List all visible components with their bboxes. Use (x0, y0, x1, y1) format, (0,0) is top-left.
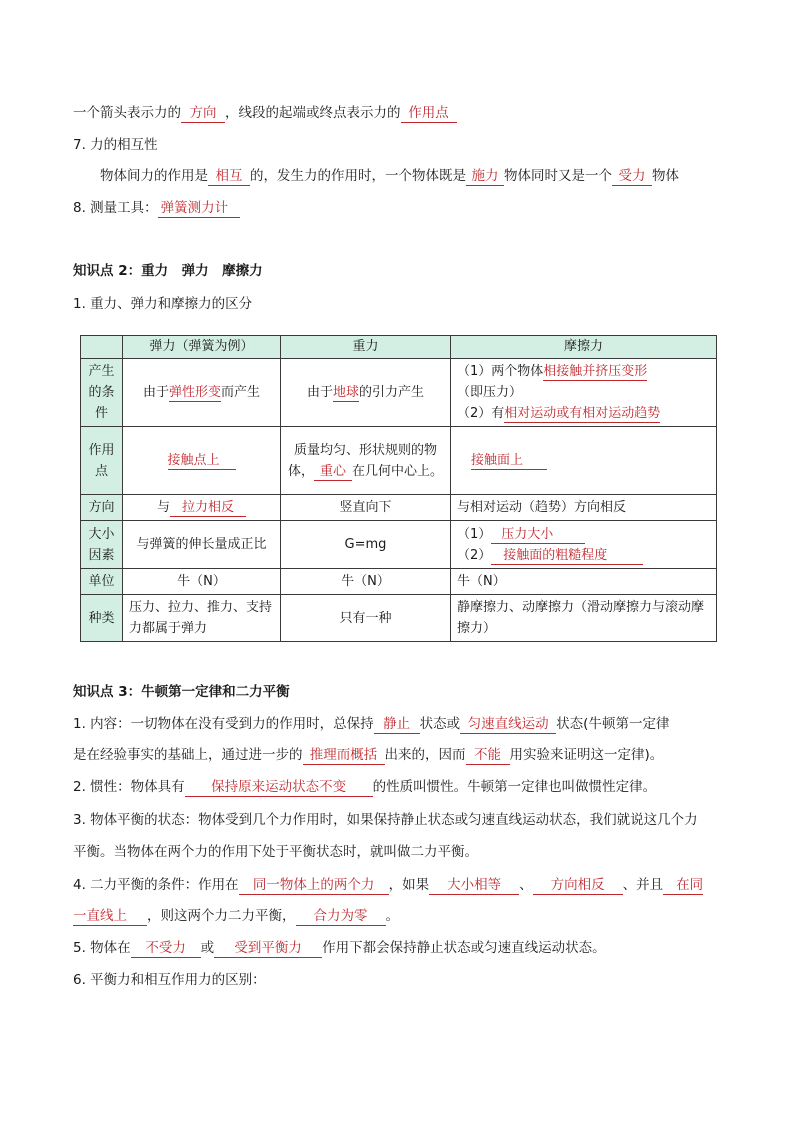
cell (123, 495, 281, 521)
section3-item1-line1 (73, 714, 722, 734)
answer-inertia: 保持原来运动状态不变 (185, 779, 373, 797)
text: 1. 内容：一切物体在没有受到力的作用时，总保持 (73, 716, 374, 732)
answer-no-force: 不受力 (131, 940, 201, 958)
text: （即压力） (457, 385, 523, 400)
item7-text (100, 166, 722, 186)
cell: 牛（N） (281, 569, 451, 595)
answer-opposite-direction: 方向相反 (533, 877, 623, 895)
answer-at-rest: 静止 (374, 716, 420, 734)
answer-opposite-pull: 拉力相反 (170, 499, 246, 517)
text: 状态或 (419, 716, 461, 732)
cell (123, 427, 281, 495)
text: 在几何中心上。 (352, 463, 444, 479)
text: （1） (457, 526, 492, 542)
section3-heading: 知识点 3：牛顿第一定律和二力平衡 (73, 684, 290, 700)
text: 2. 惯性：物体具有 (73, 779, 185, 795)
arrow-direction-line (73, 103, 722, 123)
text: 而产生 (221, 385, 261, 400)
cell: 压力、拉力、推力、支持力都属于弹力 (123, 595, 281, 642)
cell (281, 359, 451, 427)
cell: 竖直向下 (281, 495, 451, 521)
text: 是在经验事实的基础上，通过进一步的 (73, 747, 303, 763)
section3-item5 (73, 938, 722, 958)
cell: 与相对运动（趋势）方向相反 (451, 495, 717, 521)
section2-item1: 1. 重力、弹力和摩擦力的区分 (73, 296, 253, 312)
text: 4. 二力平衡的条件：作用在 (73, 877, 239, 893)
text: 物体间力的作用是 (100, 168, 208, 184)
text: 状态(牛顿第一定律 (556, 716, 670, 732)
answer-applying: 施力 (466, 168, 504, 186)
item7-title: 7. 力的相互性 (73, 137, 158, 153)
section3-item3-line1: 3. 物体平衡的状态：物体受到几个力作用时，如果保持静止状态或匀速直线运动状态，我们就说这几个力 (73, 812, 698, 828)
text: 、并且 (622, 877, 664, 893)
answer-contact-point: 接触点上 (168, 452, 236, 470)
answer-contact-surface: 接触面上 (471, 452, 547, 470)
text: 或 (200, 940, 215, 956)
section3-item3-line2: 平衡。当物体在两个力的作用下处于平衡状态时，就叫做二力平衡。 (73, 844, 478, 860)
text: 的引力产生 (359, 385, 425, 400)
cell: 牛（N） (451, 569, 717, 595)
row-label (81, 427, 123, 495)
text: 用实验来证明这一定律)。 (509, 747, 664, 763)
table-row (81, 521, 717, 569)
answer-reasoning: 推理而概括 (303, 747, 385, 765)
force-comparison-table (80, 335, 717, 642)
answer-cannot: 不能 (466, 747, 510, 765)
row-label-text: 大小因素 (88, 526, 115, 563)
answer-mutual: 相互 (208, 168, 250, 186)
cell: 与弹簧的伸长量成正比 (123, 521, 281, 569)
item8-tool (73, 198, 722, 218)
section3-item4-line2 (73, 906, 722, 926)
text: 由于 (306, 385, 333, 400)
answer-earth: 地球 (332, 385, 359, 400)
answer-equal-size: 大小相等 (429, 877, 519, 895)
table-row (81, 359, 717, 427)
text: 一个箭头表示力的 (73, 105, 181, 121)
table-row (81, 427, 717, 495)
table-row (81, 495, 717, 521)
header-cell (81, 336, 123, 359)
text: 与 (156, 500, 170, 515)
text: （2）有 (457, 406, 505, 421)
answer-direction: 方向 (181, 105, 225, 123)
answer-receiving: 受力 (612, 168, 652, 186)
cell: 静摩擦力、动摩擦力（滑动摩擦力与滚动摩擦力） (451, 595, 717, 642)
text: 作用下都会保持静止状态或匀速直线运动状态。 (322, 940, 606, 956)
text: 物体 (652, 168, 679, 184)
answer-contact-squeeze: 相接触并挤压变形 (543, 364, 648, 379)
header-cell: 摩擦力 (451, 336, 717, 359)
cell: G=mg (281, 521, 451, 569)
answer-net-force-zero: 合力为零 (296, 908, 386, 926)
row-label (81, 521, 123, 569)
table-header-row (81, 336, 717, 359)
text: 质量均匀、形状规则的物体， (287, 442, 437, 479)
cell (451, 427, 717, 495)
answer-point-of-action: 作用点 (401, 105, 457, 123)
cell: 牛（N） (123, 569, 281, 595)
text: 出来的，因而 (384, 747, 466, 763)
cell (281, 427, 451, 495)
text: 物体同时又是一个 (504, 168, 612, 184)
cell (123, 359, 281, 427)
answer-same-object: 同一物体上的两个力 (239, 877, 389, 895)
text: ，则这两个力二力平衡， (147, 908, 296, 924)
row-label-text: 作用点 (88, 442, 115, 479)
row-label: 种类 (81, 595, 123, 642)
section3-item6: 6. 平衡力和相互作用力的区别： (73, 972, 266, 988)
answer-elastic-deformation: 弹性形变 (168, 385, 221, 400)
row-label: 单位 (81, 569, 123, 595)
header-cell: 重力 (281, 336, 451, 359)
table-row (81, 569, 717, 595)
answer-roughness: 接触面的粗糙程度 (491, 547, 643, 565)
answer-center-of-gravity: 重心 (314, 463, 352, 481)
section3-item2 (73, 777, 722, 797)
text: 由于 (142, 385, 169, 400)
text: 的，发生力的作用时，一个物体既是 (250, 168, 466, 184)
cell: 只有一种 (281, 595, 451, 642)
cell (451, 359, 717, 427)
text: 的性质叫惯性。牛顿第一定律也叫做惯性定律。 (372, 779, 657, 795)
text: 。 (385, 908, 399, 924)
text: ，如果 (388, 877, 430, 893)
text: （1）两个物体 (457, 364, 544, 379)
row-label-text: 产生的条件 (88, 364, 115, 421)
text: 8. 测量工具： (73, 200, 158, 216)
text: 5. 物体在 (73, 940, 131, 956)
row-label: 方向 (81, 495, 123, 521)
row-label (81, 359, 123, 427)
answer-uniform-motion: 匀速直线运动 (460, 716, 556, 734)
answer-spring-scale: 弹簧测力计 (158, 200, 240, 218)
answer-same-line-2: 一直线上 (73, 908, 147, 926)
answer-balanced-forces: 受到平衡力 (214, 940, 322, 958)
text: 、 (519, 877, 533, 893)
section3-item1-line2 (73, 745, 722, 765)
cell (451, 521, 717, 569)
section2-heading: 知识点 2：重力 弹力 摩擦力 (73, 263, 263, 279)
section3-item4-line1 (73, 875, 722, 895)
table-row (81, 595, 717, 642)
header-cell: 弹力（弹簧为例） (123, 336, 281, 359)
answer-relative-motion: 相对运动或有相对运动趋势 (504, 406, 661, 421)
answer-same-line-1: 在同 (663, 877, 703, 895)
text: ，线段的起端或终点表示力的 (225, 105, 401, 121)
text: （2） (457, 547, 492, 563)
answer-pressure: 压力大小 (491, 526, 585, 544)
